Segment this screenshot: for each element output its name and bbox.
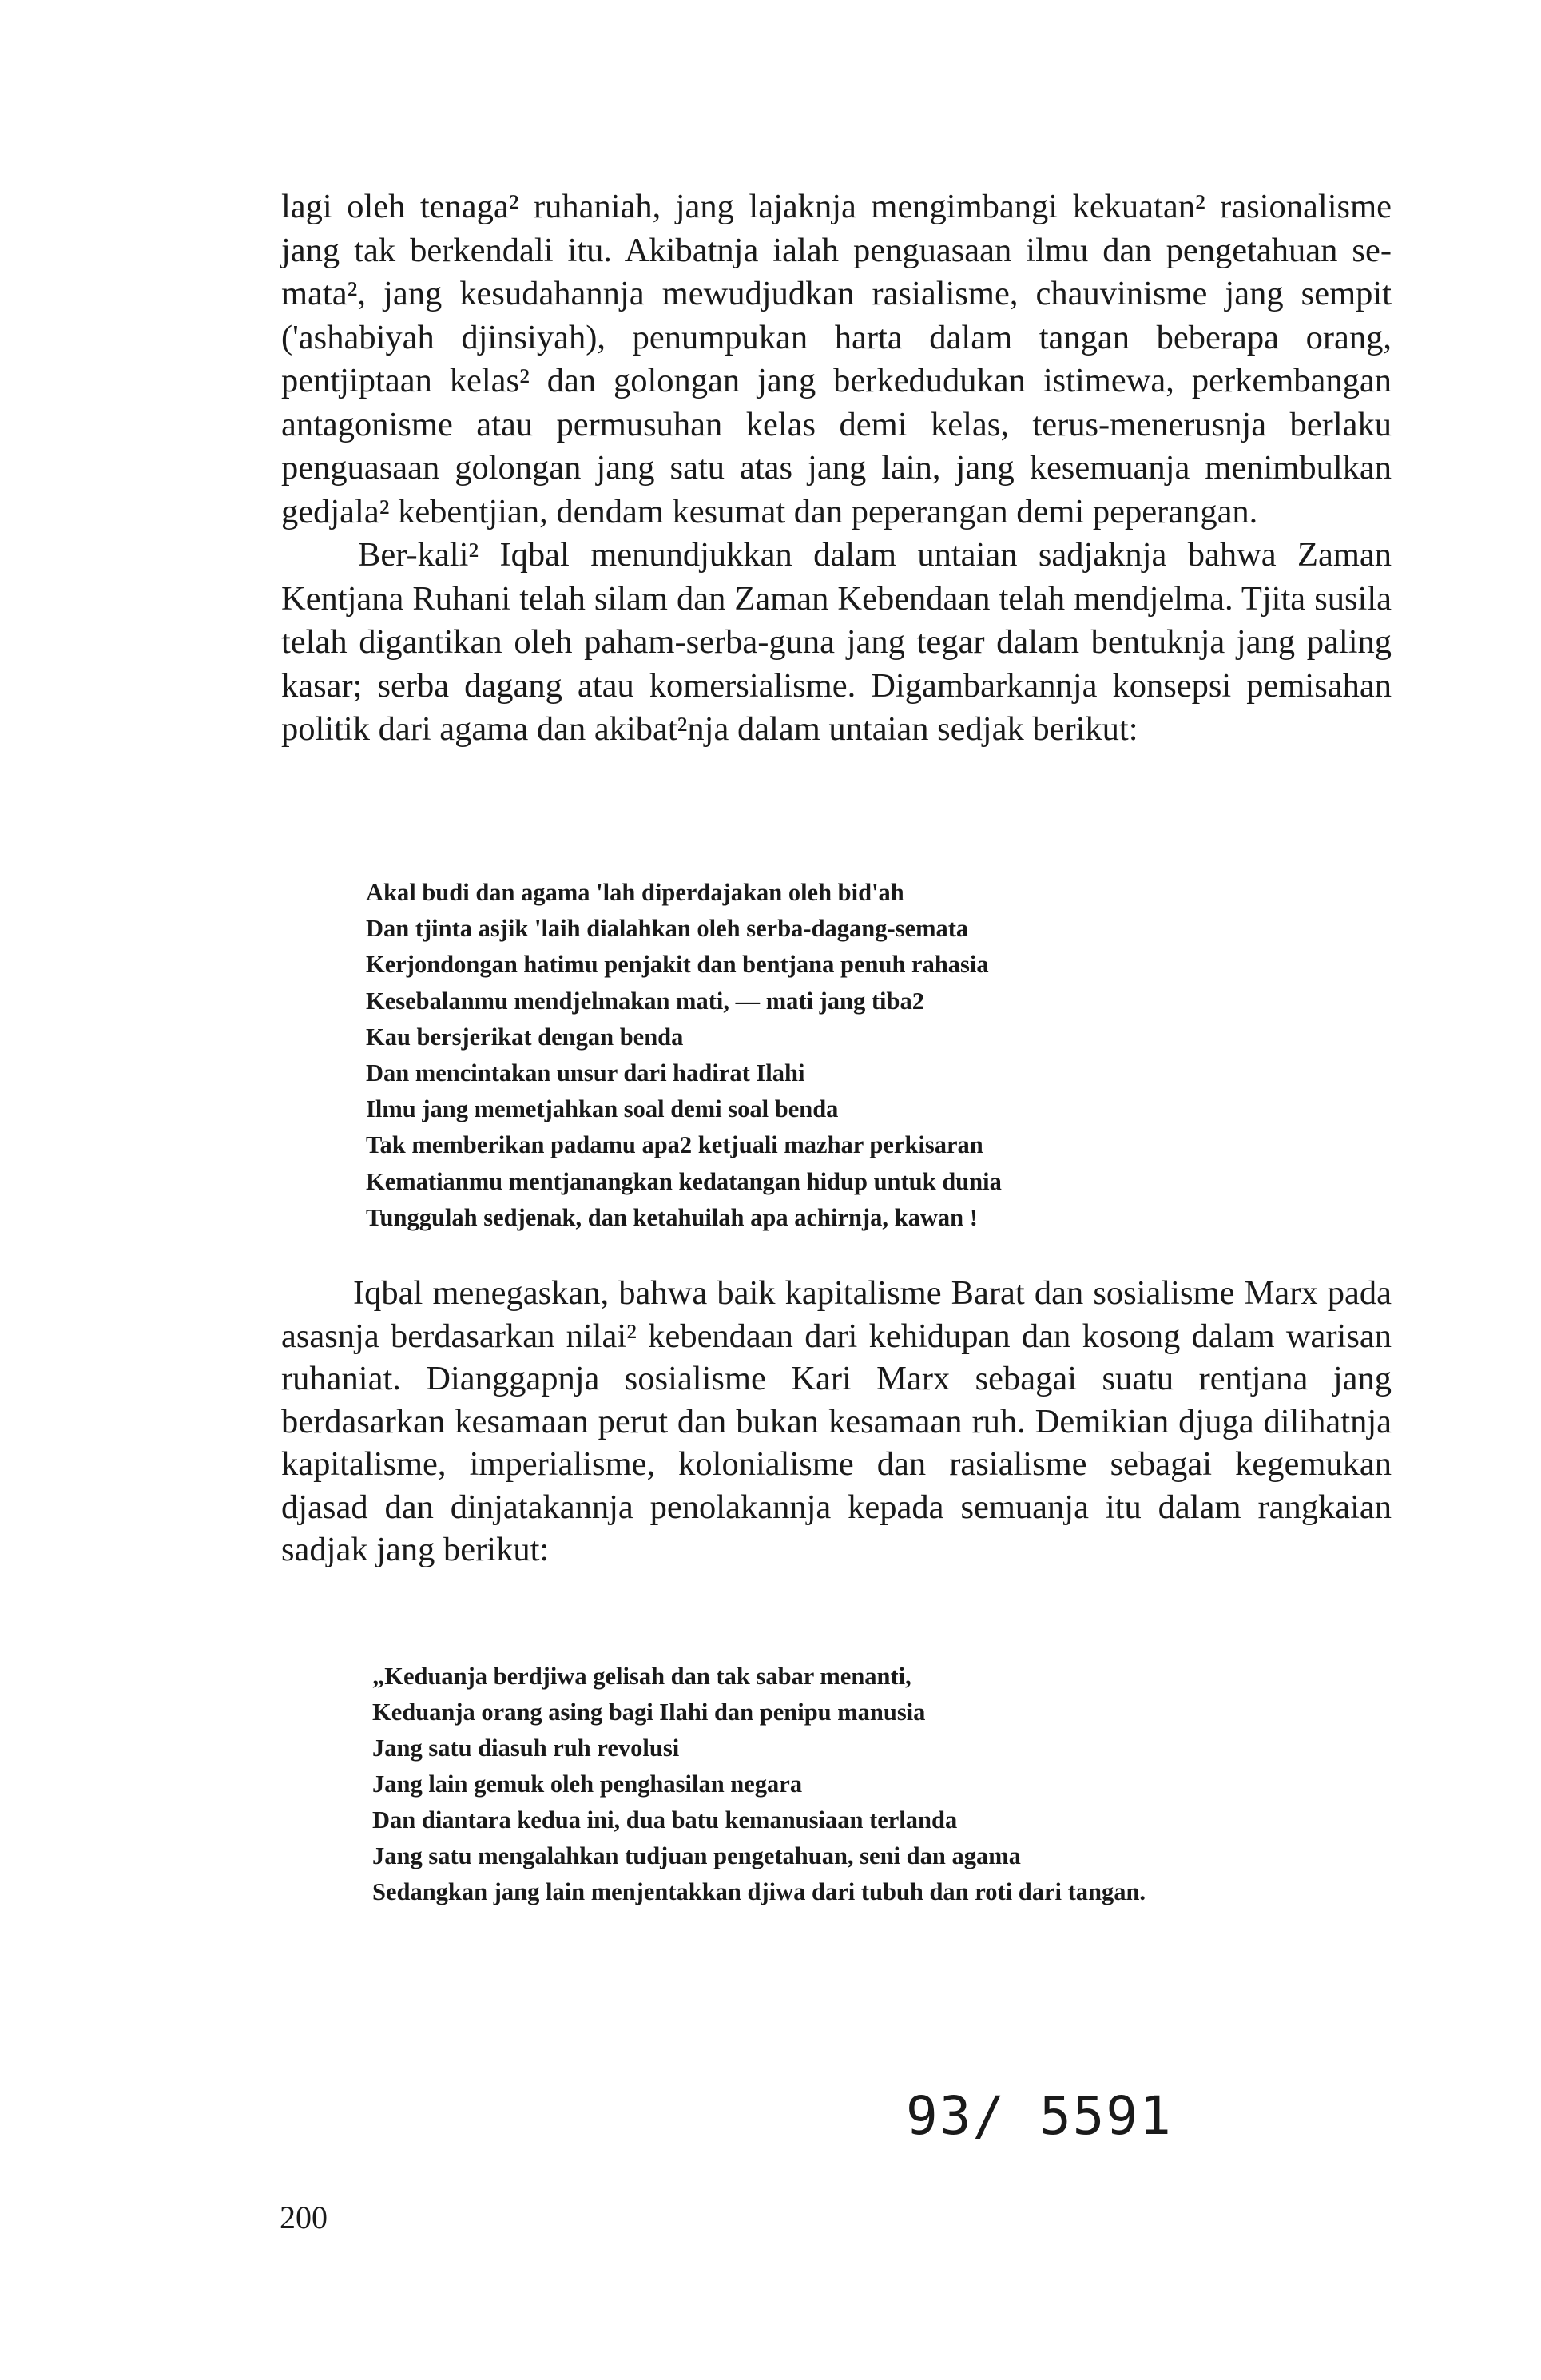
poem-1 (366, 875, 1404, 1236)
page-number: 200 (280, 2199, 328, 2235)
poem-2-line-7: Sedangkan jang lain menjentakkan djiwa dari tubuh dan roti dari tangan. (372, 1878, 1146, 1905)
paragraph-1: lagi oleh tenaga² ruhaniah, jang lajaknja mengimbangi kekuatan² rasionalisme jang tak berkendali itu. Akibatnja ialah penguasaan ilmu dan pengetahuan se-mata², jang kesudahannja mewudjudkan rasialisme, chauvinisme jang sempit ('ashabiyah djinsiyah), penumpukan harta dalam tangan beberapa orang, pentjiptaan kelas² dan golongan jang berkedudukan istimewa, perkembangan antagonisme atau permusuhan kelas demi kelas, terus-menerusnja berlaku penguasaan golongan jang satu atas jang lain, jang kesemuanja menimbulkan gedjala² kebentjian, dendam kesumat dan peperangan demi peperangan. (281, 188, 1392, 530)
poem-1-line-5: Kau bersjerikat dengan benda (366, 1023, 684, 1051)
body-text-lower (281, 1272, 1392, 1571)
poem-2-line-3: Jang satu diasuh ruh revolusi (372, 1734, 680, 1762)
poem-2-line-4: Jang lain gemuk oleh penghasilan negara (372, 1770, 803, 1798)
paragraph-2: Ber-kali² Iqbal menundjukkan dalam untaian sadjaknja bahwa Zaman Kentjana Ruhani telah silam dan Zaman Kebendaan telah mendjelma. Tjita susila telah digantikan oleh paham-serba-guna jang tegar dalam bentuknja jang paling kasar; serba dagang atau komersialisme. Digambarkannja konsepsi pemisahan politik dari agama dan akibat²nja dalam untaian sedjak berikut: (281, 536, 1392, 748)
poem-1-line-8: Tak memberikan padamu apa2 ketjuali mazhar perkisaran (366, 1131, 983, 1159)
poem-2-line-1: „Keduanja berdjiwa gelisah dan tak sabar menanti, (372, 1663, 911, 1690)
poem-2-line-5: Dan diantara kedua ini, dua batu kemanusiaan terlanda (372, 1806, 958, 1834)
poem-2-line-2: Keduanja orang asing bagi Ilahi dan penipu manusia (372, 1699, 926, 1726)
poem-1-line-4: Kesebalanmu mendjelmakan mati, — mati jang tiba2 (366, 987, 924, 1015)
poem-1-line-10: Tunggulah sedjenak, dan ketahuilah apa achirnja, kawan ! (366, 1203, 978, 1231)
paragraph-3: Iqbal menegaskan, bahwa baik kapitalisme Barat dan sosialisme Marx pada asasnja berdasarkan nilai² kebendaan dari kehidupan dan kosong dalam warisan ruhaniat. Dianggapnja sosialisme Kari Marx sebagai suatu rentjana jang berdasarkan kesamaan perut dan bukan kesamaan ruh. Demikian djuga dilihatnja kapitalisme, imperialisme, kolonialisme dan rasialisme sebagai kegemukan djasad dan dinjatakannja penolakannja kepada semuanja itu dalam rangkaian sadjak jang berikut: (281, 1274, 1392, 1568)
poem-1-line-7: Ilmu jang memetjahkan soal demi soal benda (366, 1095, 839, 1123)
poem-1-line-3: Kerjondongan hatimu penjakit dan bentjana penuh rahasia (366, 951, 989, 979)
poem-2 (372, 1659, 1411, 1910)
body-text-upper (281, 185, 1392, 752)
poem-1-line-2: Dan tjinta asjik 'laih dialahkan oleh serba-dagang-semata (366, 915, 969, 943)
poem-1-line-1: Akal budi dan agama 'lah diperdajakan oleh bid'ah (366, 879, 904, 906)
poem-2-line-6: Jang satu mengalahkan tudjuan pengetahuan, seni dan agama (372, 1842, 1021, 1869)
poem-1-line-9: Kematianmu mentjanangkan kedatangan hidup untuk dunia (366, 1167, 1002, 1195)
archive-stamp-number: 93/ 5591 (906, 2085, 1173, 2147)
poem-1-line-6: Dan mencintakan unsur dari hadirat Ilahi (366, 1059, 805, 1087)
